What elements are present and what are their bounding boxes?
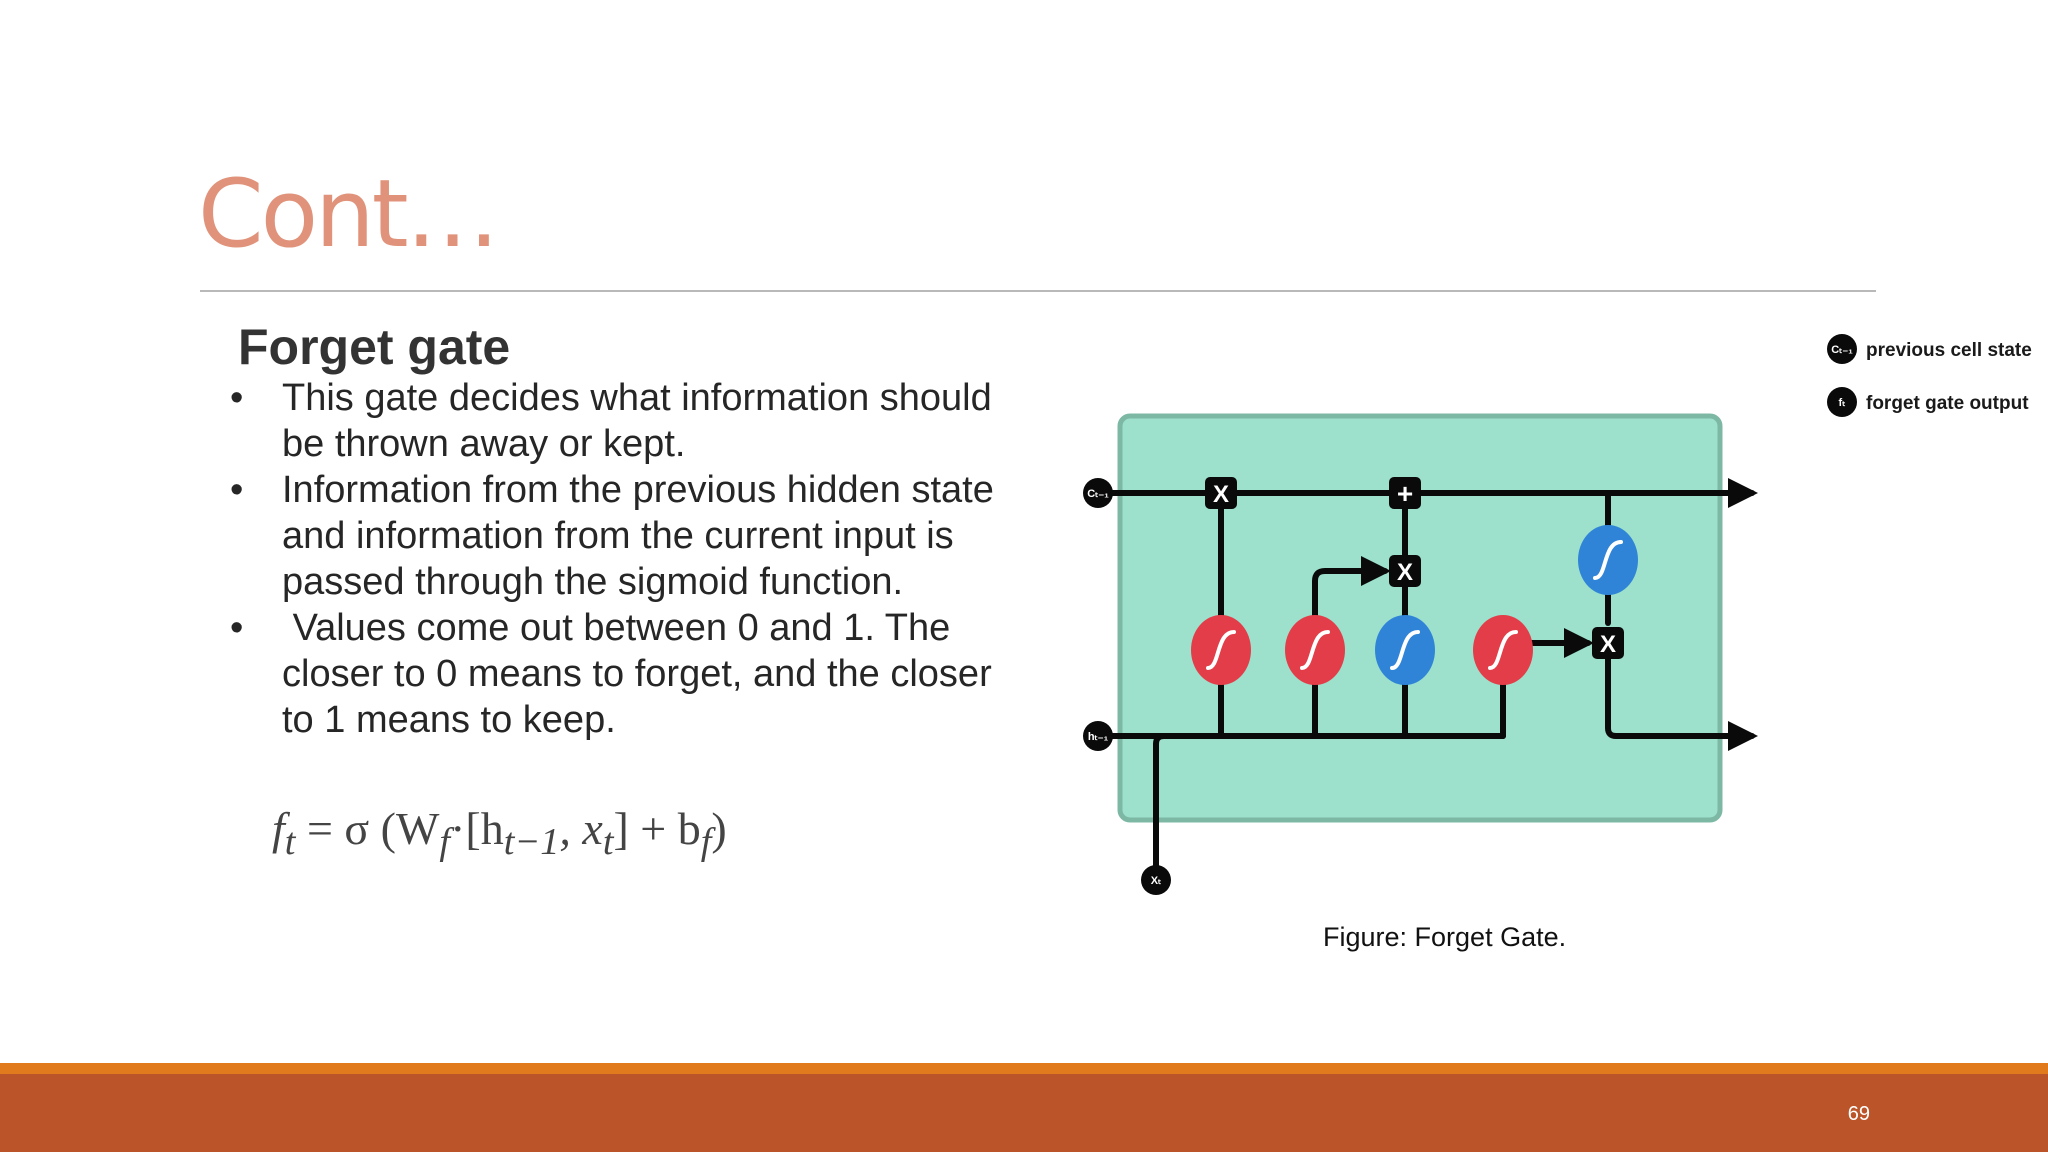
- title-divider: [200, 290, 1876, 292]
- bullet-marker: •: [230, 377, 244, 419]
- current-input-node: [1141, 865, 1171, 895]
- svg-text:X: X: [1396, 559, 1414, 586]
- bullet-item: [230, 375, 1030, 467]
- cell-state-input-node: [1083, 478, 1113, 508]
- forget-multiply-operator: [1205, 477, 1237, 509]
- bullet-marker: •: [230, 607, 244, 649]
- cell-tanh-node: [1578, 525, 1638, 595]
- bullet-text: This gate decides what information should be thrown away or kept.: [282, 377, 992, 465]
- input-multiply-operator: [1389, 555, 1421, 587]
- input-sigmoid-node: [1285, 615, 1345, 685]
- footer-stripe: [0, 1063, 2048, 1074]
- footer-bar: [0, 1074, 2048, 1152]
- diagram-legend: [1827, 334, 2032, 417]
- slide-number: 69: [1847, 1103, 1870, 1125]
- bullet-text: Information from the previous hidden state and information from the current input is passed through the sigmoid function.: [282, 469, 994, 603]
- svg-text:X: X: [1599, 631, 1617, 658]
- forget-sigmoid-node: [1191, 615, 1251, 685]
- svg-text:Cₜ₋₁: Cₜ₋₁: [1831, 344, 1853, 356]
- bullet-item: [230, 467, 1030, 605]
- section-heading: Forget gate: [238, 319, 511, 375]
- add-operator: [1389, 477, 1421, 509]
- bullet-item: [230, 605, 1030, 743]
- slide-title: Cont…: [198, 160, 497, 269]
- legend-label: forget gate output: [1866, 393, 2029, 414]
- svg-text:hₜ₋₁: hₜ₋₁: [1087, 731, 1109, 743]
- figure-caption: Figure: Forget Gate.: [1323, 922, 1567, 952]
- bullet-list: [230, 375, 1030, 743]
- output-sigmoid-node: [1473, 615, 1533, 685]
- svg-text:Xₜ: Xₜ: [1150, 875, 1162, 887]
- legend-label: previous cell state: [1866, 340, 2032, 361]
- svg-text:+: +: [1396, 478, 1414, 509]
- lstm-forget-gate-diagram: [1070, 320, 2048, 920]
- candidate-tanh-node: [1375, 615, 1435, 685]
- svg-text:fₜ: fₜ: [1838, 397, 1846, 409]
- hidden-state-input-node: [1083, 721, 1113, 751]
- output-multiply-operator: [1592, 627, 1624, 659]
- bullet-marker: •: [230, 469, 244, 511]
- bullet-text: Values come out between 0 and 1. The closer to 0 means to forget, and the closer to 1 means to keep.: [282, 607, 1003, 741]
- svg-text:Cₜ₋₁: Cₜ₋₁: [1087, 488, 1109, 500]
- forget-gate-formula: $f_t = \sigma$ ($W_f\cdot[h_{t-1}$, $x_t] + b_f$): [272, 803, 727, 864]
- svg-text:X: X: [1212, 481, 1230, 508]
